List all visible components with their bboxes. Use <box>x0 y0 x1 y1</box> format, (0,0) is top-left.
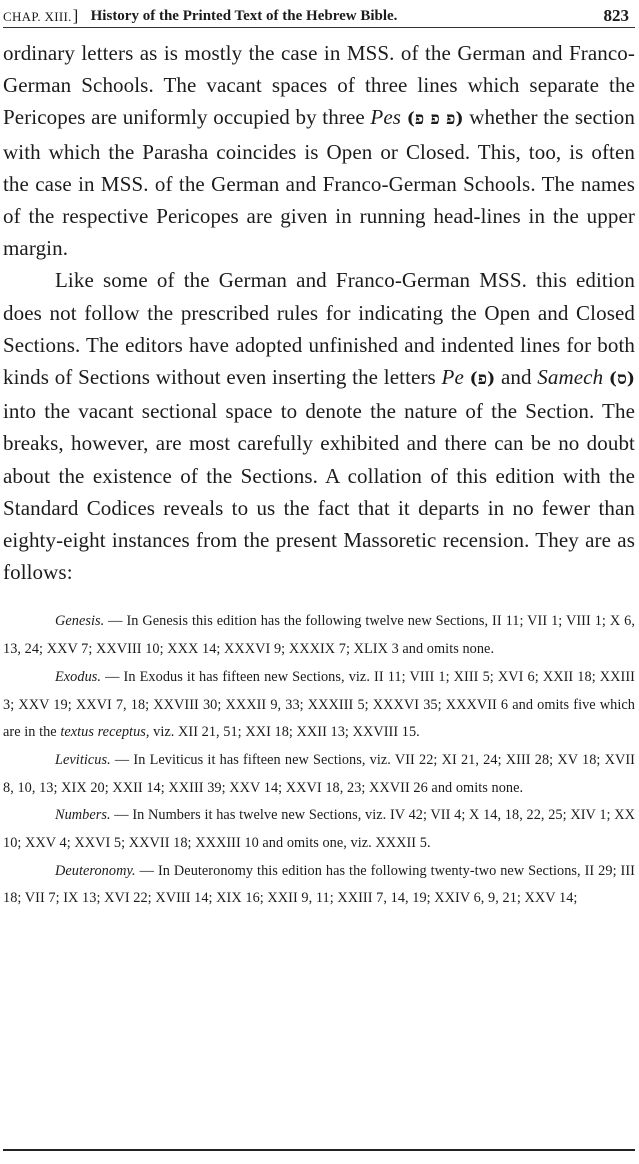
page-number: 823 <box>603 6 629 25</box>
note-deuteronomy-text: — In Deuteronomy this edition has the following twenty-two new Sections, II 29; III 18; VII 7; IX 13; XVI 22; XVIII 14; XIX 16; XXII 9, 11; XXIII 7, 14, 19; XXIV 6, 9, 21; XXV 14; <box>3 862 635 907</box>
header-left <box>3 7 397 24</box>
hebrew-samech: (ס) <box>608 369 635 390</box>
running-header <box>3 0 635 28</box>
note-exodus <box>3 664 635 747</box>
paragraph-2-text-b: into the vacant sectional space to denote the nature of the Section. The breaks, however, are most carefully exhibited and there can be no doubt about the existence of the Sections. A collation of this edition with the Standard Codices reveals to us the fact that it departs in no fewer than eighty-eight instances from the present Massoretic recension. They are as follows: <box>3 399 635 585</box>
and-word: and <box>495 365 538 390</box>
hebrew-pes-triple: (פ פ פ) <box>406 109 464 130</box>
paragraph-2-text-a: Like some of the German and Franco-German MSS. this edition does not follow the prescribed rules for indicating the Open and Closed Sections. The editors have adopted unfinished and indented lines for both kinds of Sections without even inserting the letters <box>3 268 635 390</box>
note-numbers <box>3 802 635 857</box>
section-notes <box>3 608 635 913</box>
hebrew-pe: (פ) <box>469 369 496 390</box>
chapter-text: CHAP. XIII. <box>3 9 72 24</box>
note-exodus-text-b: viz. XII 21, 51; XXI 18; XXII 13; XXVIII 15. <box>149 724 420 741</box>
note-leviticus-text: — In Leviticus it has fifteen new Sections, viz. VII 22; XI 21, 24; XIII 28; XV 18; XVII 8, 10, 13; XIX 20; XXII 14; XXIII 39; XXV 14; XXVI 18, 23; XXVII 26 and omits none. <box>3 751 635 796</box>
note-genesis-text: — In Genesis this edition has the following twelve new Sections, II 11; VII 1; VIII 1; X 6, 13, 24; XXV 7; XXVIII 10; XXX 14; XXXVI 9; XXXIX 7; XLIX 3 and omits none. <box>3 613 635 658</box>
pe-word: Pe <box>441 365 464 390</box>
book-name-genesis: Genesis. <box>55 613 105 630</box>
book-name-leviticus: Leviticus. <box>55 751 111 768</box>
note-leviticus <box>3 747 635 802</box>
pes-word: Pes <box>370 105 402 130</box>
note-deuteronomy <box>3 858 635 913</box>
chapter-bracket: ] <box>72 6 79 25</box>
samech-word: Samech <box>537 365 604 390</box>
textus-receptus: textus receptus, <box>60 724 150 741</box>
paragraph-1-text-b: whether the section with which the Parasha coincides is Open or Closed. This, too, is often the case in MSS. of the German and Franco-German Schools. The names of the respective Pericopes are given in running head-lines in the upper margin. <box>3 105 636 261</box>
note-exodus-text-a: — In Exodus it has fifteen new Sections, viz. II 11; VIII 1; XIII 5; XVI 6; XXII 18; XXIII 3; XXV 19; XXVI 7, 18; XXVIII 30; XXXII 9, 33; XXXIII 5; XXXVI 35; XXXVII 6 and omits five which are in the <box>3 668 635 741</box>
paragraph-1 <box>3 37 635 264</box>
bottom-rule <box>3 1149 635 1151</box>
main-text <box>3 37 635 588</box>
paragraph-2 <box>3 264 635 588</box>
running-title: History of the Printed Text of the Hebrew Bible. <box>90 8 398 24</box>
note-numbers-text: — In Numbers it has twelve new Sections, viz. IV 42; VII 4; X 14, 18, 22, 25; XIV 1; XX 10; XXV 4; XXVI 5; XXVII 18; XXXIII 10 and omits one, viz. XXXII 5. <box>3 807 635 852</box>
paragraph-1-text-a: ordinary letters as is mostly the case in MSS. of the German and Franco-German Schools. The vacant spaces of three lines which separate the Pericopes are uniformly occupied by three <box>3 41 635 130</box>
chapter-label <box>3 7 79 24</box>
book-name-deuteronomy: Deuteronomy. <box>55 862 136 879</box>
book-name-exodus: Exodus. <box>55 668 102 685</box>
book-name-numbers: Numbers. <box>55 807 111 824</box>
note-genesis <box>3 608 635 663</box>
